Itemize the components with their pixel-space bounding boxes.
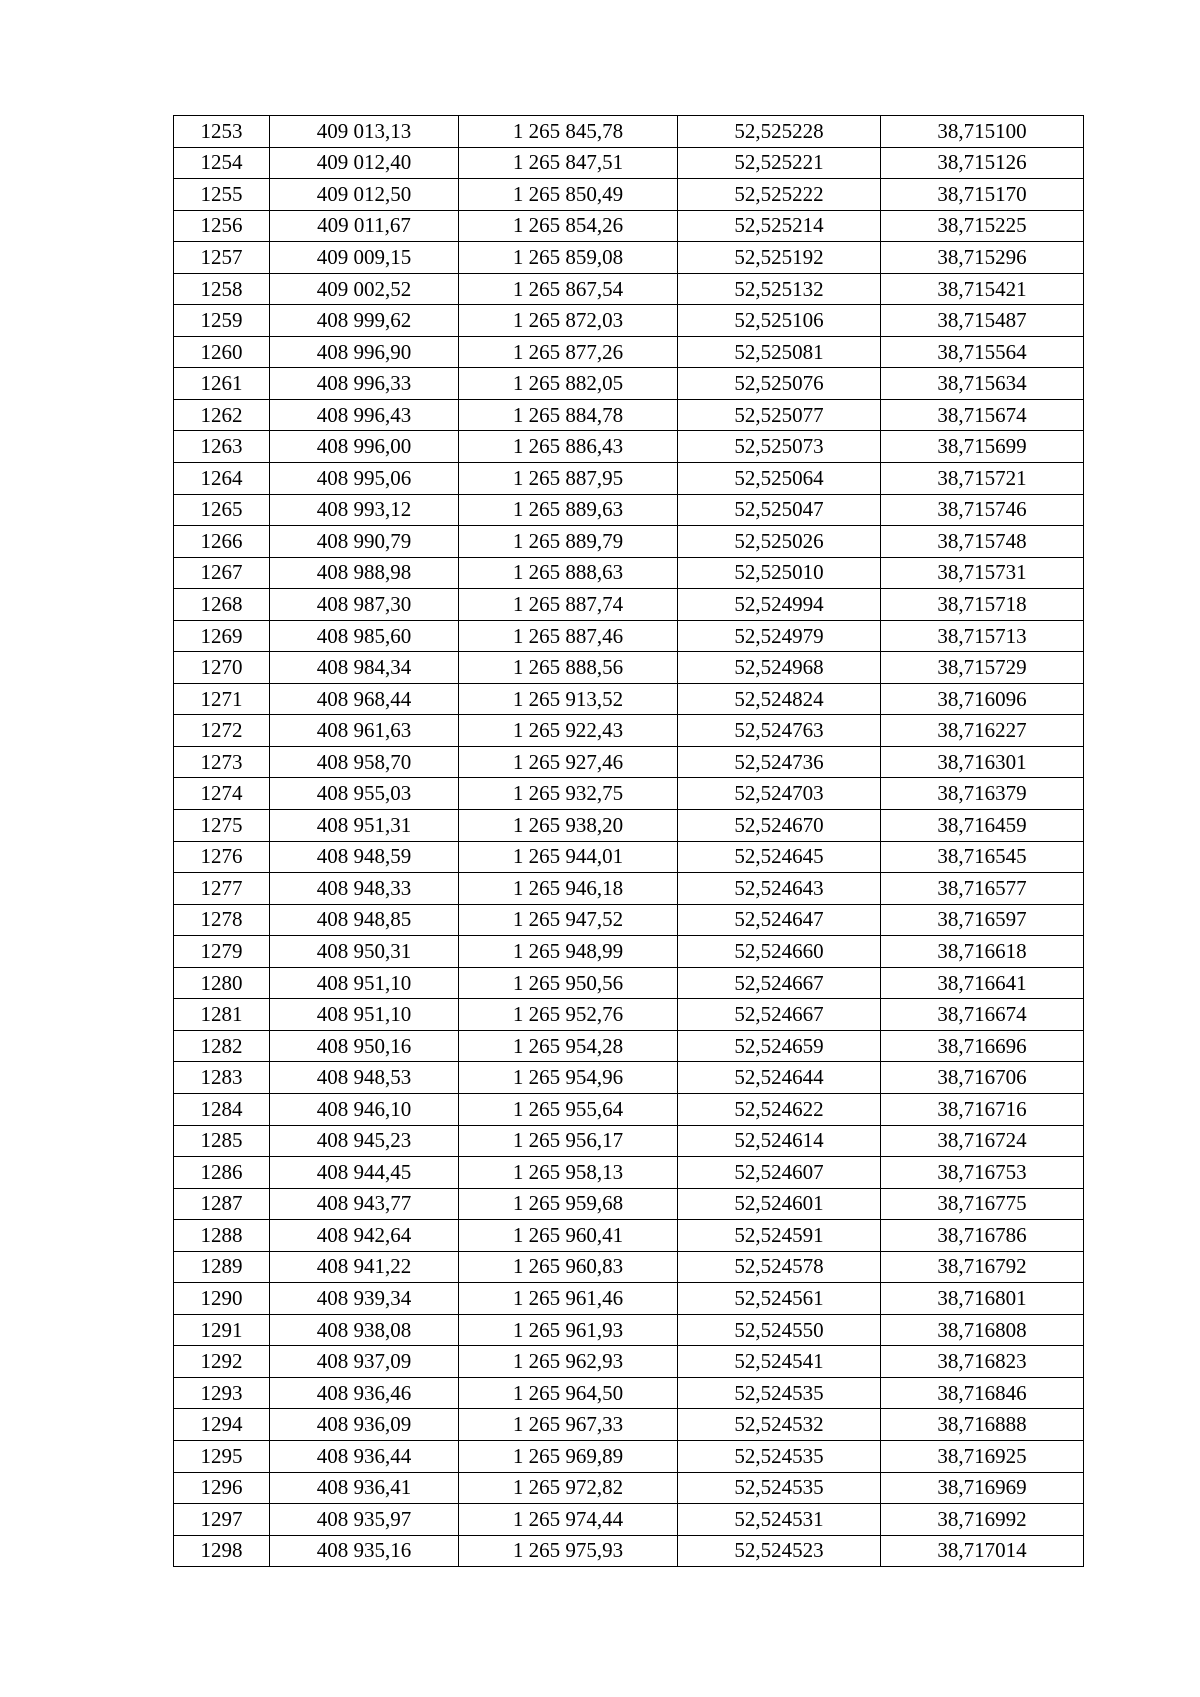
table-row — [174, 273, 1084, 305]
y-coordinate-cell: 1 265 847,51 — [459, 147, 678, 179]
x-coordinate-cell: 408 984,34 — [270, 652, 459, 684]
table-row — [174, 1472, 1084, 1504]
latitude-cell: 52,524535 — [678, 1377, 881, 1409]
table-row — [174, 936, 1084, 968]
point-number-cell: 1257 — [174, 242, 270, 274]
point-number-cell: 1276 — [174, 841, 270, 873]
latitude-cell: 52,525076 — [678, 368, 881, 400]
longitude-cell: 38,716786 — [881, 1220, 1084, 1252]
point-number-cell: 1270 — [174, 652, 270, 684]
table-row — [174, 967, 1084, 999]
y-coordinate-cell: 1 265 884,78 — [459, 399, 678, 431]
y-coordinate-cell: 1 265 950,56 — [459, 967, 678, 999]
latitude-cell: 52,524643 — [678, 873, 881, 905]
x-coordinate-cell: 408 961,63 — [270, 715, 459, 747]
table-row — [174, 746, 1084, 778]
table-row — [174, 652, 1084, 684]
x-coordinate-cell: 408 987,30 — [270, 589, 459, 621]
y-coordinate-cell: 1 265 960,83 — [459, 1251, 678, 1283]
table-row — [174, 1440, 1084, 1472]
longitude-cell: 38,716969 — [881, 1472, 1084, 1504]
longitude-cell: 38,716545 — [881, 841, 1084, 873]
point-number-cell: 1286 — [174, 1157, 270, 1189]
longitude-cell: 38,715674 — [881, 399, 1084, 431]
x-coordinate-cell: 408 944,45 — [270, 1157, 459, 1189]
latitude-cell: 52,524667 — [678, 967, 881, 999]
longitude-cell: 38,716846 — [881, 1377, 1084, 1409]
x-coordinate-cell: 408 936,09 — [270, 1409, 459, 1441]
x-coordinate-cell: 408 938,08 — [270, 1314, 459, 1346]
latitude-cell: 52,524535 — [678, 1440, 881, 1472]
latitude-cell: 52,524667 — [678, 999, 881, 1031]
x-coordinate-cell: 409 012,50 — [270, 179, 459, 211]
point-number-cell: 1268 — [174, 589, 270, 621]
y-coordinate-cell: 1 265 967,33 — [459, 1409, 678, 1441]
table-row — [174, 1283, 1084, 1315]
x-coordinate-cell: 408 996,90 — [270, 336, 459, 368]
x-coordinate-cell: 408 996,33 — [270, 368, 459, 400]
longitude-cell: 38,716823 — [881, 1346, 1084, 1378]
longitude-cell: 38,715718 — [881, 589, 1084, 621]
x-coordinate-cell: 408 935,97 — [270, 1504, 459, 1536]
table-row — [174, 589, 1084, 621]
y-coordinate-cell: 1 265 877,26 — [459, 336, 678, 368]
latitude-cell: 52,524614 — [678, 1125, 881, 1157]
latitude-cell: 52,525192 — [678, 242, 881, 274]
point-number-cell: 1266 — [174, 526, 270, 558]
latitude-cell: 52,524644 — [678, 1062, 881, 1094]
longitude-cell: 38,716808 — [881, 1314, 1084, 1346]
x-coordinate-cell: 409 002,52 — [270, 273, 459, 305]
longitude-cell: 38,716992 — [881, 1504, 1084, 1536]
y-coordinate-cell: 1 265 886,43 — [459, 431, 678, 463]
y-coordinate-cell: 1 265 887,74 — [459, 589, 678, 621]
table-row — [174, 557, 1084, 589]
y-coordinate-cell: 1 265 958,13 — [459, 1157, 678, 1189]
table-row — [174, 1314, 1084, 1346]
x-coordinate-cell: 408 948,33 — [270, 873, 459, 905]
x-coordinate-cell: 408 951,31 — [270, 810, 459, 842]
longitude-cell: 38,716706 — [881, 1062, 1084, 1094]
point-number-cell: 1258 — [174, 273, 270, 305]
latitude-cell: 52,524531 — [678, 1504, 881, 1536]
table-row — [174, 841, 1084, 873]
longitude-cell: 38,716674 — [881, 999, 1084, 1031]
x-coordinate-cell: 408 955,03 — [270, 778, 459, 810]
y-coordinate-cell: 1 265 954,28 — [459, 1030, 678, 1062]
table-row — [174, 336, 1084, 368]
y-coordinate-cell: 1 265 954,96 — [459, 1062, 678, 1094]
x-coordinate-cell: 408 942,64 — [270, 1220, 459, 1252]
point-number-cell: 1291 — [174, 1314, 270, 1346]
longitude-cell: 38,716618 — [881, 936, 1084, 968]
x-coordinate-cell: 408 951,10 — [270, 967, 459, 999]
x-coordinate-cell: 408 995,06 — [270, 463, 459, 495]
y-coordinate-cell: 1 265 913,52 — [459, 683, 678, 715]
point-number-cell: 1284 — [174, 1093, 270, 1125]
table-row — [174, 147, 1084, 179]
x-coordinate-cell: 408 950,16 — [270, 1030, 459, 1062]
longitude-cell: 38,716597 — [881, 904, 1084, 936]
x-coordinate-cell: 409 009,15 — [270, 242, 459, 274]
latitude-cell: 52,524659 — [678, 1030, 881, 1062]
point-number-cell: 1253 — [174, 116, 270, 148]
y-coordinate-cell: 1 265 944,01 — [459, 841, 678, 873]
y-coordinate-cell: 1 265 888,63 — [459, 557, 678, 589]
table-row — [174, 1062, 1084, 1094]
longitude-cell: 38,715699 — [881, 431, 1084, 463]
table-row — [174, 810, 1084, 842]
point-number-cell: 1256 — [174, 210, 270, 242]
table-row — [174, 179, 1084, 211]
table-row — [174, 1346, 1084, 1378]
point-number-cell: 1288 — [174, 1220, 270, 1252]
x-coordinate-cell: 408 943,77 — [270, 1188, 459, 1220]
x-coordinate-cell: 408 990,79 — [270, 526, 459, 558]
latitude-cell: 52,525132 — [678, 273, 881, 305]
longitude-cell: 38,716792 — [881, 1251, 1084, 1283]
y-coordinate-cell: 1 265 889,63 — [459, 494, 678, 526]
x-coordinate-cell: 408 996,43 — [270, 399, 459, 431]
table-row — [174, 715, 1084, 747]
latitude-cell: 52,524736 — [678, 746, 881, 778]
table-row — [174, 526, 1084, 558]
latitude-cell: 52,525064 — [678, 463, 881, 495]
latitude-cell: 52,524607 — [678, 1157, 881, 1189]
point-number-cell: 1263 — [174, 431, 270, 463]
table-row — [174, 1409, 1084, 1441]
latitude-cell: 52,524550 — [678, 1314, 881, 1346]
y-coordinate-cell: 1 265 859,08 — [459, 242, 678, 274]
x-coordinate-cell: 408 937,09 — [270, 1346, 459, 1378]
y-coordinate-cell: 1 265 961,46 — [459, 1283, 678, 1315]
y-coordinate-cell: 1 265 882,05 — [459, 368, 678, 400]
latitude-cell: 52,524535 — [678, 1472, 881, 1504]
latitude-cell: 52,524994 — [678, 589, 881, 621]
y-coordinate-cell: 1 265 922,43 — [459, 715, 678, 747]
longitude-cell: 38,715421 — [881, 273, 1084, 305]
latitude-cell: 52,525073 — [678, 431, 881, 463]
latitude-cell: 52,524561 — [678, 1283, 881, 1315]
point-number-cell: 1279 — [174, 936, 270, 968]
point-number-cell: 1289 — [174, 1251, 270, 1283]
longitude-cell: 38,715225 — [881, 210, 1084, 242]
table-row — [174, 1220, 1084, 1252]
y-coordinate-cell: 1 265 959,68 — [459, 1188, 678, 1220]
latitude-cell: 52,524578 — [678, 1251, 881, 1283]
table-row — [174, 999, 1084, 1031]
table-row — [174, 778, 1084, 810]
longitude-cell: 38,716753 — [881, 1157, 1084, 1189]
point-number-cell: 1269 — [174, 620, 270, 652]
y-coordinate-cell: 1 265 947,52 — [459, 904, 678, 936]
x-coordinate-cell: 408 936,41 — [270, 1472, 459, 1504]
longitude-cell: 38,715731 — [881, 557, 1084, 589]
latitude-cell: 52,524824 — [678, 683, 881, 715]
longitude-cell: 38,716724 — [881, 1125, 1084, 1157]
x-coordinate-cell: 408 946,10 — [270, 1093, 459, 1125]
table-row — [174, 242, 1084, 274]
point-number-cell: 1275 — [174, 810, 270, 842]
latitude-cell: 52,524541 — [678, 1346, 881, 1378]
table-row — [174, 463, 1084, 495]
point-number-cell: 1267 — [174, 557, 270, 589]
point-number-cell: 1298 — [174, 1535, 270, 1567]
longitude-cell: 38,716925 — [881, 1440, 1084, 1472]
table-row — [174, 494, 1084, 526]
latitude-cell: 52,525228 — [678, 116, 881, 148]
latitude-cell: 52,525222 — [678, 179, 881, 211]
point-number-cell: 1293 — [174, 1377, 270, 1409]
x-coordinate-cell: 408 939,34 — [270, 1283, 459, 1315]
table-row — [174, 1030, 1084, 1062]
table-row — [174, 116, 1084, 148]
y-coordinate-cell: 1 265 938,20 — [459, 810, 678, 842]
x-coordinate-cell: 408 985,60 — [270, 620, 459, 652]
point-number-cell: 1262 — [174, 399, 270, 431]
latitude-cell: 52,525010 — [678, 557, 881, 589]
x-coordinate-cell: 408 945,23 — [270, 1125, 459, 1157]
y-coordinate-cell: 1 265 867,54 — [459, 273, 678, 305]
table-row — [174, 1125, 1084, 1157]
y-coordinate-cell: 1 265 952,76 — [459, 999, 678, 1031]
x-coordinate-cell: 408 948,59 — [270, 841, 459, 873]
coordinates-table — [173, 115, 1084, 1567]
point-number-cell: 1295 — [174, 1440, 270, 1472]
point-number-cell: 1283 — [174, 1062, 270, 1094]
y-coordinate-cell: 1 265 974,44 — [459, 1504, 678, 1536]
y-coordinate-cell: 1 265 962,93 — [459, 1346, 678, 1378]
latitude-cell: 52,525221 — [678, 147, 881, 179]
latitude-cell: 52,524645 — [678, 841, 881, 873]
point-number-cell: 1271 — [174, 683, 270, 715]
table-row — [174, 1535, 1084, 1567]
latitude-cell: 52,524979 — [678, 620, 881, 652]
y-coordinate-cell: 1 265 964,50 — [459, 1377, 678, 1409]
longitude-cell: 38,715713 — [881, 620, 1084, 652]
point-number-cell: 1260 — [174, 336, 270, 368]
latitude-cell: 52,525214 — [678, 210, 881, 242]
point-number-cell: 1254 — [174, 147, 270, 179]
longitude-cell: 38,716227 — [881, 715, 1084, 747]
point-number-cell: 1281 — [174, 999, 270, 1031]
table-row — [174, 1504, 1084, 1536]
longitude-cell: 38,715170 — [881, 179, 1084, 211]
longitude-cell: 38,716379 — [881, 778, 1084, 810]
point-number-cell: 1255 — [174, 179, 270, 211]
y-coordinate-cell: 1 265 956,17 — [459, 1125, 678, 1157]
longitude-cell: 38,716096 — [881, 683, 1084, 715]
longitude-cell: 38,715729 — [881, 652, 1084, 684]
table-row — [174, 431, 1084, 463]
y-coordinate-cell: 1 265 955,64 — [459, 1093, 678, 1125]
coordinates-table-body — [174, 116, 1084, 1567]
y-coordinate-cell: 1 265 872,03 — [459, 305, 678, 337]
longitude-cell: 38,715296 — [881, 242, 1084, 274]
longitude-cell: 38,715487 — [881, 305, 1084, 337]
longitude-cell: 38,717014 — [881, 1535, 1084, 1567]
point-number-cell: 1280 — [174, 967, 270, 999]
x-coordinate-cell: 409 012,40 — [270, 147, 459, 179]
y-coordinate-cell: 1 265 946,18 — [459, 873, 678, 905]
point-number-cell: 1294 — [174, 1409, 270, 1441]
y-coordinate-cell: 1 265 960,41 — [459, 1220, 678, 1252]
y-coordinate-cell: 1 265 854,26 — [459, 210, 678, 242]
latitude-cell: 52,524523 — [678, 1535, 881, 1567]
longitude-cell: 38,716888 — [881, 1409, 1084, 1441]
x-coordinate-cell: 408 935,16 — [270, 1535, 459, 1567]
x-coordinate-cell: 408 936,46 — [270, 1377, 459, 1409]
y-coordinate-cell: 1 265 850,49 — [459, 179, 678, 211]
point-number-cell: 1285 — [174, 1125, 270, 1157]
y-coordinate-cell: 1 265 961,93 — [459, 1314, 678, 1346]
point-number-cell: 1278 — [174, 904, 270, 936]
point-number-cell: 1287 — [174, 1188, 270, 1220]
table-row — [174, 1251, 1084, 1283]
latitude-cell: 52,524622 — [678, 1093, 881, 1125]
longitude-cell: 38,716577 — [881, 873, 1084, 905]
longitude-cell: 38,715100 — [881, 116, 1084, 148]
point-number-cell: 1292 — [174, 1346, 270, 1378]
y-coordinate-cell: 1 265 888,56 — [459, 652, 678, 684]
point-number-cell: 1272 — [174, 715, 270, 747]
longitude-cell: 38,715564 — [881, 336, 1084, 368]
x-coordinate-cell: 408 951,10 — [270, 999, 459, 1031]
table-row — [174, 904, 1084, 936]
longitude-cell: 38,716641 — [881, 967, 1084, 999]
y-coordinate-cell: 1 265 975,93 — [459, 1535, 678, 1567]
y-coordinate-cell: 1 265 887,46 — [459, 620, 678, 652]
x-coordinate-cell: 408 968,44 — [270, 683, 459, 715]
latitude-cell: 52,524532 — [678, 1409, 881, 1441]
point-number-cell: 1290 — [174, 1283, 270, 1315]
x-coordinate-cell: 408 993,12 — [270, 494, 459, 526]
latitude-cell: 52,525081 — [678, 336, 881, 368]
table-row — [174, 683, 1084, 715]
longitude-cell: 38,716801 — [881, 1283, 1084, 1315]
latitude-cell: 52,525047 — [678, 494, 881, 526]
table-row — [174, 399, 1084, 431]
point-number-cell: 1259 — [174, 305, 270, 337]
y-coordinate-cell: 1 265 969,89 — [459, 1440, 678, 1472]
longitude-cell: 38,716696 — [881, 1030, 1084, 1062]
table-row — [174, 1093, 1084, 1125]
x-coordinate-cell: 409 013,13 — [270, 116, 459, 148]
x-coordinate-cell: 408 958,70 — [270, 746, 459, 778]
x-coordinate-cell: 408 988,98 — [270, 557, 459, 589]
point-number-cell: 1264 — [174, 463, 270, 495]
point-number-cell: 1273 — [174, 746, 270, 778]
longitude-cell: 38,716775 — [881, 1188, 1084, 1220]
longitude-cell: 38,715748 — [881, 526, 1084, 558]
latitude-cell: 52,525026 — [678, 526, 881, 558]
table-row — [174, 210, 1084, 242]
y-coordinate-cell: 1 265 972,82 — [459, 1472, 678, 1504]
longitude-cell: 38,716459 — [881, 810, 1084, 842]
table-row — [174, 1377, 1084, 1409]
latitude-cell: 52,524670 — [678, 810, 881, 842]
y-coordinate-cell: 1 265 887,95 — [459, 463, 678, 495]
latitude-cell: 52,524968 — [678, 652, 881, 684]
x-coordinate-cell: 408 999,62 — [270, 305, 459, 337]
table-row — [174, 1157, 1084, 1189]
y-coordinate-cell: 1 265 932,75 — [459, 778, 678, 810]
point-number-cell: 1277 — [174, 873, 270, 905]
latitude-cell: 52,524601 — [678, 1188, 881, 1220]
latitude-cell: 52,524763 — [678, 715, 881, 747]
table-row — [174, 305, 1084, 337]
table-row — [174, 620, 1084, 652]
point-number-cell: 1296 — [174, 1472, 270, 1504]
longitude-cell: 38,715721 — [881, 463, 1084, 495]
longitude-cell: 38,715126 — [881, 147, 1084, 179]
latitude-cell: 52,524660 — [678, 936, 881, 968]
point-number-cell: 1261 — [174, 368, 270, 400]
table-row — [174, 873, 1084, 905]
table-row — [174, 1188, 1084, 1220]
point-number-cell: 1297 — [174, 1504, 270, 1536]
y-coordinate-cell: 1 265 948,99 — [459, 936, 678, 968]
x-coordinate-cell: 408 996,00 — [270, 431, 459, 463]
table-row — [174, 368, 1084, 400]
x-coordinate-cell: 408 936,44 — [270, 1440, 459, 1472]
longitude-cell: 38,715746 — [881, 494, 1084, 526]
longitude-cell: 38,715634 — [881, 368, 1084, 400]
y-coordinate-cell: 1 265 889,79 — [459, 526, 678, 558]
point-number-cell: 1265 — [174, 494, 270, 526]
latitude-cell: 52,525077 — [678, 399, 881, 431]
x-coordinate-cell: 408 950,31 — [270, 936, 459, 968]
y-coordinate-cell: 1 265 927,46 — [459, 746, 678, 778]
point-number-cell: 1282 — [174, 1030, 270, 1062]
y-coordinate-cell: 1 265 845,78 — [459, 116, 678, 148]
latitude-cell: 52,524591 — [678, 1220, 881, 1252]
x-coordinate-cell: 408 941,22 — [270, 1251, 459, 1283]
x-coordinate-cell: 408 948,53 — [270, 1062, 459, 1094]
latitude-cell: 52,524647 — [678, 904, 881, 936]
x-coordinate-cell: 408 948,85 — [270, 904, 459, 936]
longitude-cell: 38,716301 — [881, 746, 1084, 778]
longitude-cell: 38,716716 — [881, 1093, 1084, 1125]
x-coordinate-cell: 409 011,67 — [270, 210, 459, 242]
latitude-cell: 52,525106 — [678, 305, 881, 337]
latitude-cell: 52,524703 — [678, 778, 881, 810]
point-number-cell: 1274 — [174, 778, 270, 810]
